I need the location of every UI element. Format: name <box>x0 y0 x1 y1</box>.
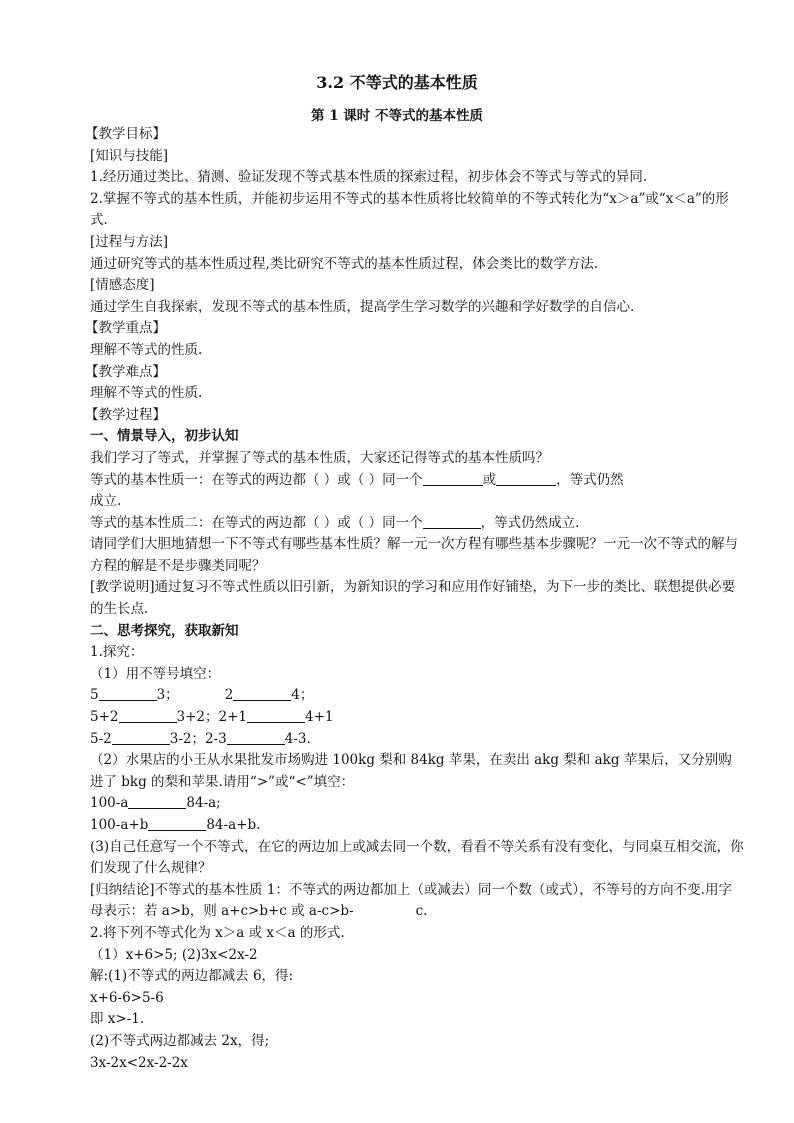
fill-row-1 <box>90 685 745 707</box>
property2-text-a: 等式的基本性质二：在等式的两边都（ ）或（ ）同一个 <box>90 514 423 531</box>
paragraph-ex1-2: （2）水果店的小王从水果批发市场购进 100kg 梨和 84kg 苹果，在卖出 akg 梨和 akg 苹果后，又分别购进了 bkg 的梨和苹果.请用“>”或“<”填空： <box>90 752 732 790</box>
expr: 3+2；2+1 <box>176 709 247 726</box>
solution-label: 解:(1)不等式的两边都减去 6，得: <box>90 968 294 985</box>
property1-text-b: 或 <box>482 471 497 488</box>
expr: 4-3. <box>284 730 311 747</box>
expr: 5+2 <box>90 709 119 726</box>
heading-text: 【教学目标】 <box>85 126 166 142</box>
paragraph-p1: 通过研究等式的基本性质过程,类比研究不等式的基本性质过程，体会类比的数学方法. <box>90 255 599 272</box>
heading-text: 【教学过程】 <box>85 406 166 423</box>
paragraph-e1: 通过学生自我探索，发现不等式的基本性质，提高学生学习数学的兴趣和学好数学的自信心. <box>90 298 635 315</box>
paragraph-ex1-1: （1）用不等号填空： <box>90 665 221 682</box>
document-body <box>85 124 745 1074</box>
blank <box>423 471 483 486</box>
expr: 84-a; <box>186 795 221 812</box>
paragraph-key1: 理解不等式的性质. <box>90 341 203 358</box>
paragraph-s1-note: [教学说明]通过复习不等式性质以旧引新，为新知识的学习和应用作好铺垫，为下一步的类比、联想提供必要的生长点. <box>90 579 736 618</box>
section-2-title: 二、思考探究，获取新知 <box>90 622 239 639</box>
page-subtitle: 第 1 课时 不等式的基本性质 <box>311 108 483 124</box>
paragraph-s1-question: 我们学习了等式，并掌握了等式的基本性质，大家还记得等式的基本性质吗？ <box>90 449 549 466</box>
subheading-emotion: [情感态度] <box>90 277 155 294</box>
paragraph-s1-guess: 请同学们大胆地猜想一下不等式有哪些基本性质？解一元一次方程有哪些基本步骤呢？一元一次不等式的解与方程的解是不是步骤类同呢？ <box>90 536 738 574</box>
blank <box>247 708 305 723</box>
solution-line-3: (2)不等式两边都减去 2x，得; <box>90 1032 270 1049</box>
blank <box>99 686 157 701</box>
expr: 3-2；2-3 <box>169 730 227 747</box>
blank <box>148 816 206 831</box>
paragraph-s1-property1 <box>90 470 745 492</box>
fill-row-5 <box>90 815 745 837</box>
blank <box>119 708 177 723</box>
paragraph-k1: 1.经历通过类比、猜测、验证发现不等式基本性质的探索过程，初步体会不等式与等式的异同. <box>90 169 648 186</box>
subheading-knowledge: [知识与技能] <box>90 147 169 164</box>
paragraph-s1-property2 <box>90 513 745 535</box>
property1-text-a: 等式的基本性质一：在等式的两边都（ ）或（ ）同一个 <box>90 471 423 488</box>
heading-key-points <box>85 318 745 340</box>
fill-row-2 <box>90 707 745 729</box>
heading-text: 【教学难点】 <box>85 363 166 380</box>
section-1-title-a: 一、情景导入， <box>90 428 185 445</box>
blank <box>496 471 556 486</box>
expr: 100-a <box>90 795 129 812</box>
paragraph-diff1: 理解不等式的性质. <box>90 385 203 402</box>
paragraph-ex2: 2.将下列不等式化为 x＞a 或 x＜a 的形式. <box>90 924 345 941</box>
property2-text-b: ，等式仍然成立. <box>480 514 580 531</box>
solution-line-4: 3x-2x<2x-2-2x <box>90 1054 188 1071</box>
section-1-title <box>90 426 745 448</box>
expr: 5 <box>90 687 99 704</box>
paragraph-ex2-question: （1）x+6>5; (2)3x<2x-2 <box>90 946 258 963</box>
paragraph-ex1: 1.探究： <box>90 644 144 661</box>
blank <box>233 686 291 701</box>
expr: 2 <box>224 687 234 704</box>
section-1-title-b: 初步认知 <box>184 428 239 445</box>
blank <box>112 730 170 745</box>
paragraph-k2: 2.掌握不等式的基本性质，并能初步运用不等式的基本性质将比较简单的不等式转化为“x＞a”或“x＜a”的形式. <box>90 190 729 229</box>
page-title: 3.2 不等式的基本性质 <box>316 73 478 92</box>
solution-line-1: x+6-6>5-6 <box>90 989 164 1006</box>
paragraph-conclusion <box>90 880 745 923</box>
fill-row-4 <box>90 793 745 815</box>
heading-objectives <box>85 124 745 146</box>
blank <box>227 730 285 745</box>
expr: 3； <box>156 687 179 704</box>
paragraph-s1-property1-cont: 成立. <box>90 493 122 510</box>
expr: 84-a+b. <box>206 817 261 833</box>
heading-process <box>85 405 745 427</box>
property1-text-c: ，等式仍然 <box>556 471 624 488</box>
heading-difficulties <box>85 362 745 384</box>
expr: 5-2 <box>90 730 112 747</box>
conclusion-text: [归纳结论]不等式的基本性质 1：不等式的两边都加上（或减去）同一个数（或式），不等号的方向不变.用字母表示：若 a>b，则 a+c>b+c 或 a-c>b- <box>90 881 732 920</box>
fill-row-3 <box>90 729 745 751</box>
conclusion-tail: c. <box>415 903 428 920</box>
expr: 4； <box>291 687 314 704</box>
subheading-process: [过程与方法] <box>90 233 169 250</box>
expr: 4+1 <box>304 709 334 726</box>
blank <box>423 514 481 529</box>
blank <box>128 794 186 809</box>
solution-line-2: 即 x>-1. <box>90 1011 145 1028</box>
heading-text: 【教学重点】 <box>85 320 166 337</box>
paragraph-ex1-3: (3)自己任意写一个不等式，在它的两边加上或减去同一个数，看看不等关系有没有变化，与同桌互相交流，你们发现了什么规律？ <box>90 838 744 877</box>
expr: 100-a+b <box>90 817 149 833</box>
